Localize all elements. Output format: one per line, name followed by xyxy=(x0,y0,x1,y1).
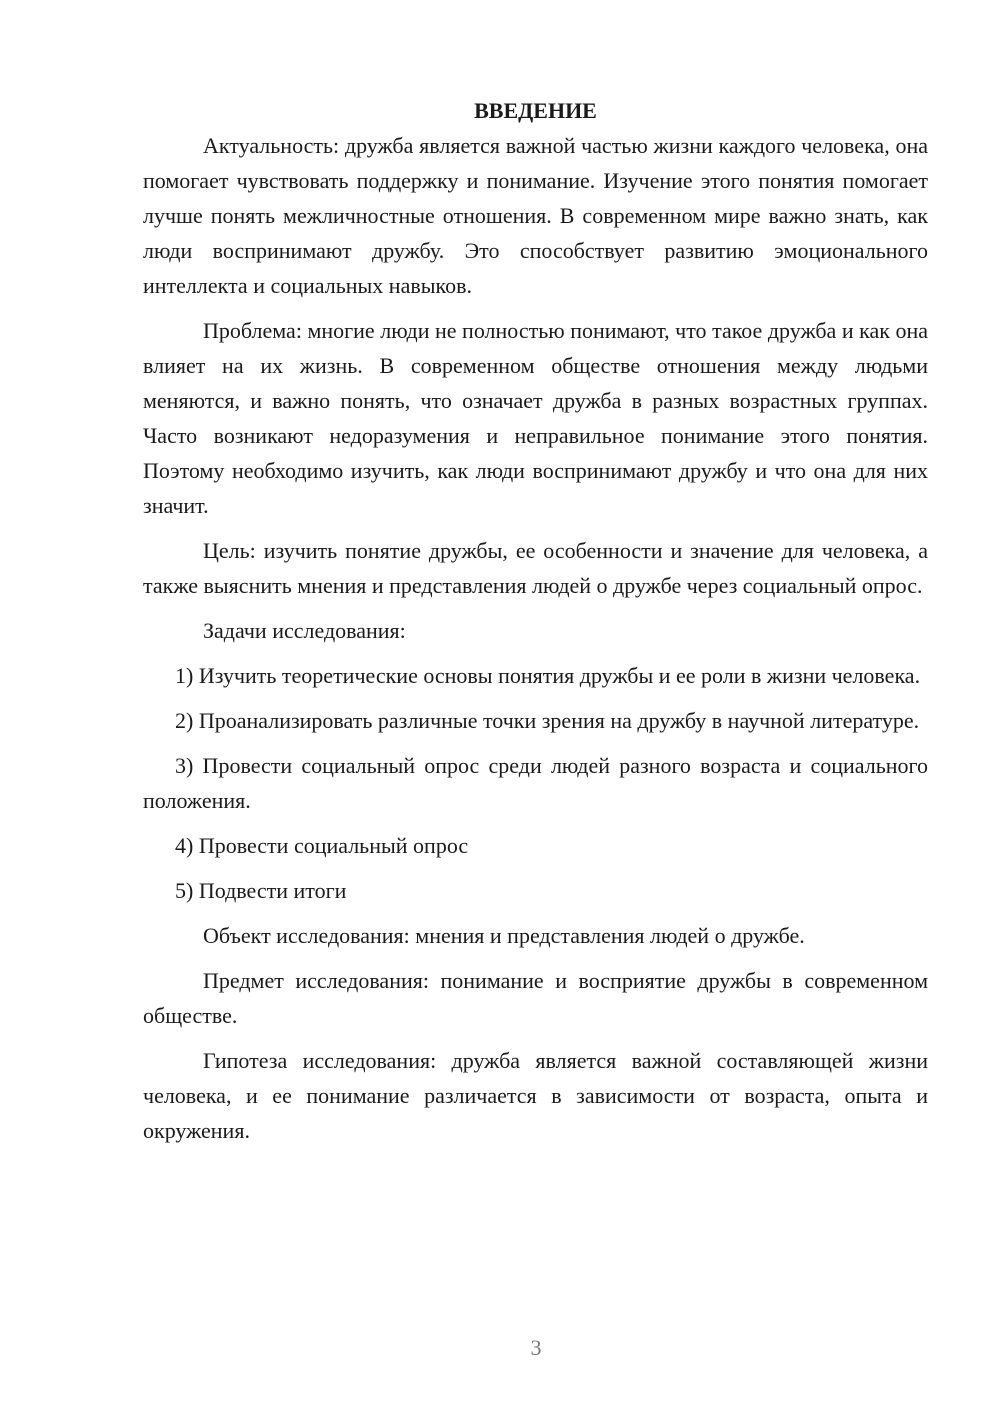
relevance-paragraph: Актуальность: дружба является важной частью жизни каждого человека, она помогает чувствовать поддержку и понимание. Изучение этого понятия помогает лучше понять межличностные отношения. В современном мире важно знать, как люди воспринимают дружбу. Это способствует развитию эмоционального интеллекта и социальных навыков. xyxy=(143,133,928,298)
task-item-3: 3) Провести социальный опрос среди людей разного возраста и социального положения. xyxy=(143,753,928,813)
task-item-5: 5) Подвести итоги xyxy=(175,878,347,903)
subject-paragraph: Предмет исследования: понимание и восприятие дружбы в современном обществе. xyxy=(143,968,928,1028)
page-title: ВВЕДЕНИЕ xyxy=(474,98,597,123)
problem-paragraph: Проблема: многие люди не полностью понимают, что такое дружба и как она влияет на их жизнь. В современном обществе отношения между людьми меняются, и важно понять, что означает дружба в разных возрастных группах. Часто возникают недоразумения и неправильное понимание этого понятия. Поэтому необходимо изучить, как люди воспринимают дружбу и что она для них значит. xyxy=(143,318,928,518)
task-item-4: 4) Провести социальный опрос xyxy=(175,833,469,858)
page-content xyxy=(143,93,928,1148)
object-paragraph: Объект исследования: мнения и представления людей о дружбе. xyxy=(203,923,805,948)
task-item-1: 1) Изучить теоретические основы понятия дружбы и ее роли в жизни человека. xyxy=(175,663,921,688)
page-number: 3 xyxy=(530,1335,542,1360)
tasks-heading: Задачи исследования: xyxy=(203,618,406,643)
goal-paragraph: Цель: изучить понятие дружбы, ее особенности и значение для человека, а также выяснить мнения и представления людей о дружбе через социальный опрос. xyxy=(143,538,928,598)
hypothesis-paragraph: Гипотеза исследования: дружба является важной составляющей жизни человека, и ее понимание различается в зависимости от возраста, опыта и окружения. xyxy=(143,1048,928,1143)
task-item-2: 2) Проанализировать различные точки зрения на дружбу в научной литературе. xyxy=(175,708,920,733)
